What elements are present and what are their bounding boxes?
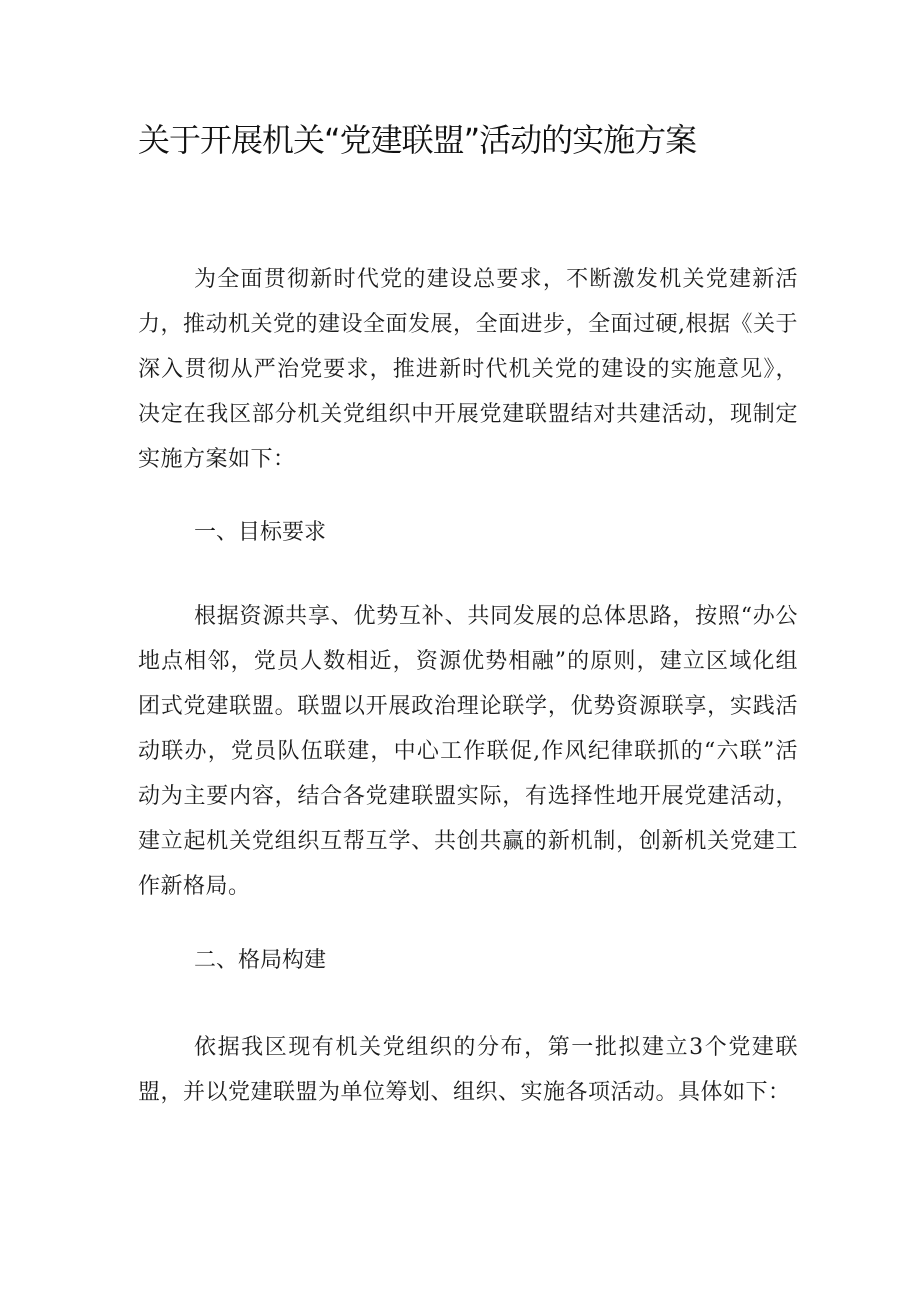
- section-body-structure: 依据我区现有机关党组织的分布，第一批拟建立3个党建联盟，并以党建联盟为单位筹划、组织、实施各项活动。具体如下：: [138, 1035, 798, 1105]
- section-heading-structure: 二、格局构建: [194, 948, 327, 973]
- intro-paragraph: 为全面贯彻新时代党的建设总要求，不断激发机关党建新活力，推动机关党的建设全面发展，全面进步，全面过硬,根据《关于深入贯彻从严治党要求，推进新时代机关党的建设的实施意见》，决定在我区部分机关党组织中开展党建联盟结对共建活动，现制定实施方案如下：: [138, 267, 798, 472]
- section-heading-goals: 一、目标要求: [194, 520, 327, 545]
- document-title: 关于开展机关“党建联盟”活动的实施方案: [138, 121, 697, 159]
- section-body-goals: 根据资源共享、优势互补、共同发展的总体思路，按照“办公地点相邻，党员人数相近，资源优势相融”的原则，建立区域化组团式党建联盟。联盟以开展政治理论联学，优势资源联享，实践活动联办，党员队伍联建，中心工作联促,作风纪律联抓的“六联”活动为主要内容，结合各党建联盟实际，有选择性地开展党建活动，建立起机关党组织互帮互学、共创共赢的新机制，创新机关党建工作新格局。: [138, 604, 798, 899]
